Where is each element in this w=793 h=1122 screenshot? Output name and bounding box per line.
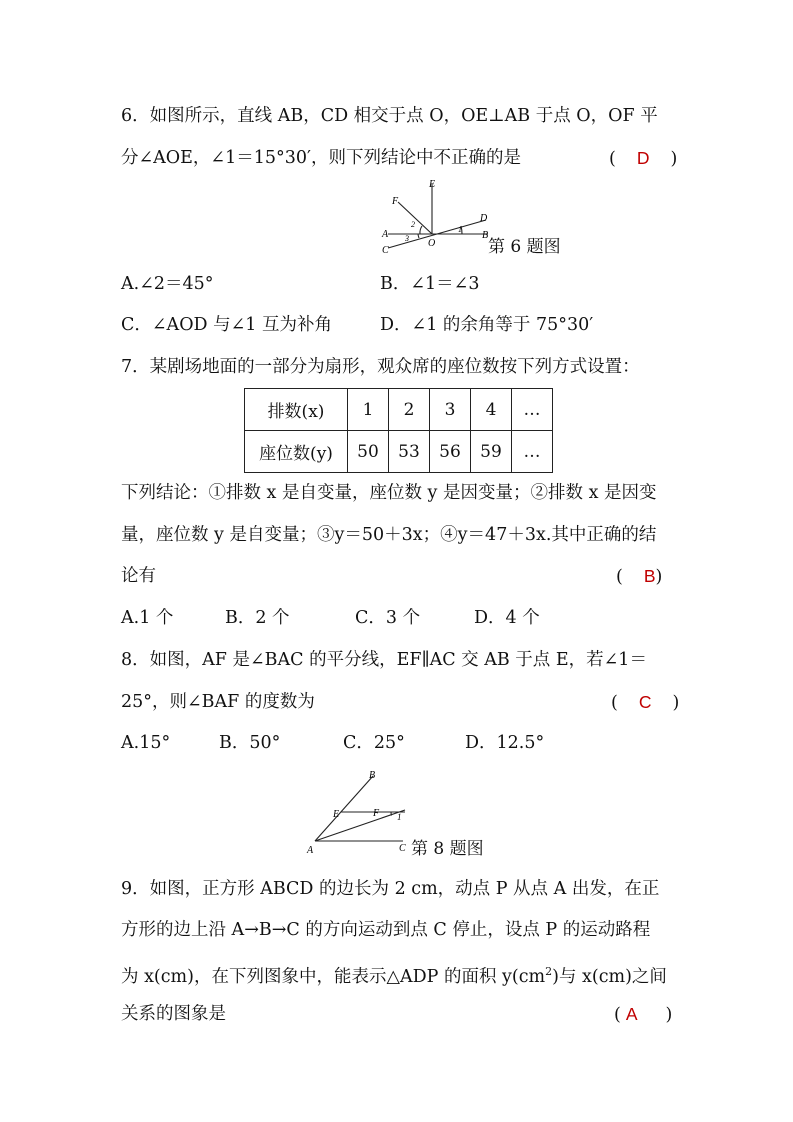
fig8-angle-1: 1 — [397, 812, 402, 822]
table-row — [245, 431, 553, 473]
q8-option-a: A.15° — [121, 733, 171, 753]
table-cell: 50 — [348, 431, 389, 473]
q6-option-c: C．∠AOD 与∠1 互为补角 — [121, 315, 332, 335]
table-cell: 59 — [471, 431, 512, 473]
paren-close: ) — [665, 1005, 673, 1025]
fig6-label-a: A — [382, 229, 389, 240]
q9-line3-post: )与 x(cm)之间 — [552, 966, 667, 987]
fig8-label-e: E — [333, 809, 340, 820]
fig8-label-f: F — [373, 808, 380, 819]
q7-answer — [616, 564, 662, 589]
q6-line1: 6．如图所示，直线 AB，CD 相交于点 O，OE⊥AB 于点 O，OF 平 — [121, 106, 658, 126]
q9-line3 — [121, 960, 667, 989]
fig6-label-c: C — [382, 245, 389, 256]
table-cell: … — [512, 389, 553, 431]
q7-answer-letter: B — [643, 566, 656, 586]
q6-figure — [378, 176, 498, 256]
paren-open: ( — [616, 567, 623, 587]
q9-line3-sup: 2 — [545, 965, 553, 978]
q8-figure — [305, 768, 415, 856]
q7-option-a: A.1 个 — [121, 608, 174, 628]
q8-option-b: B．50° — [219, 733, 281, 753]
q8-figure-caption: 第 8 题图 — [411, 839, 484, 859]
q9-line1: 9．如图，正方形 ABCD 的边长为 2 cm，动点 P 从点 A 出发，在正 — [121, 879, 660, 899]
fig8-label-b: B — [369, 770, 376, 781]
q8-line2: 25°，则∠BAF 的度数为 — [121, 692, 315, 712]
paren-close: ) — [672, 693, 680, 713]
q7-line1: 7．某剧场地面的一部分为扇形，观众席的座位数按下列方式设置： — [121, 357, 640, 377]
fig6-label-f: F — [392, 196, 399, 207]
q6-figure-caption: 第 6 题图 — [488, 237, 561, 257]
paren-close: ) — [670, 149, 678, 169]
q6-option-d: D．∠1 的余角等于 75°30′ — [380, 315, 594, 335]
q6-option-a: A.∠2＝45° — [121, 274, 214, 294]
q8-option-d: D．12.5° — [465, 733, 545, 753]
table-cell: 4 — [471, 389, 512, 431]
paren-open: ( — [611, 693, 618, 713]
q6-answer — [609, 146, 677, 171]
table-row — [245, 389, 553, 431]
q9-answer — [614, 1002, 672, 1027]
q8-answer — [611, 690, 679, 715]
q8-option-c: C．25° — [343, 733, 405, 753]
q7-line2: 下列结论：①排数 x 是自变量，座位数 y 是因变量；②排数 x 是因变 — [121, 483, 657, 503]
q6-answer-letter: D — [636, 148, 650, 168]
table-cell: 排数(x) — [245, 389, 348, 431]
q6-line2: 分∠AOE，∠1＝15°30′，则下列结论中不正确的是 — [121, 148, 521, 168]
fig6-label-o: O — [428, 238, 436, 249]
fig6-angle-1: 1 — [458, 225, 462, 234]
paren-open: ( — [609, 149, 616, 169]
q9-line4: 关系的图象是 — [121, 1004, 226, 1024]
q7-line4: 论有 — [121, 566, 156, 586]
q8-answer-letter: C — [638, 692, 652, 712]
table-cell: 3 — [430, 389, 471, 431]
table-cell: 56 — [430, 431, 471, 473]
fig8-label-c: C — [399, 843, 406, 854]
q9-line2: 方形的边上沿 A→B→C 的方向运动到点 C 停止，设点 P 的运动路程 — [121, 920, 651, 940]
fig6-label-d: D — [480, 213, 488, 224]
table-cell: 2 — [389, 389, 430, 431]
seat-table — [244, 388, 553, 473]
paren-close: ) — [655, 567, 663, 587]
q6-option-b: B．∠1＝∠3 — [380, 274, 480, 294]
fig6-angle-2: 2 — [411, 220, 415, 229]
fig8-label-a: A — [307, 845, 314, 856]
fig6-angle-3: 3 — [405, 234, 409, 243]
q8-line1: 8．如图，AF 是∠BAC 的平分线，EF∥AC 交 AB 于点 E，若∠1＝ — [121, 650, 647, 670]
fig6-label-b: B — [482, 230, 489, 241]
q7-option-c: C．3 个 — [355, 608, 421, 628]
table-cell: 座位数(y) — [245, 431, 348, 473]
table-cell: 1 — [348, 389, 389, 431]
q7-option-b: B．2 个 — [225, 608, 290, 628]
table-cell: 53 — [389, 431, 430, 473]
fig6-label-e: E — [429, 179, 436, 190]
table-cell: … — [512, 431, 553, 473]
q9-answer-letter: A — [625, 1004, 638, 1024]
q7-line3: 量，座位数 y 是自变量；③y＝50＋3x；④y＝47＋3x.其中正确的结 — [121, 525, 657, 545]
paren-open: ( — [614, 1005, 621, 1025]
q7-option-d: D．4 个 — [474, 608, 540, 628]
q9-line3-pre: 为 x(cm)，在下列图象中，能表示△ADP 的面积 y(cm — [121, 966, 546, 987]
